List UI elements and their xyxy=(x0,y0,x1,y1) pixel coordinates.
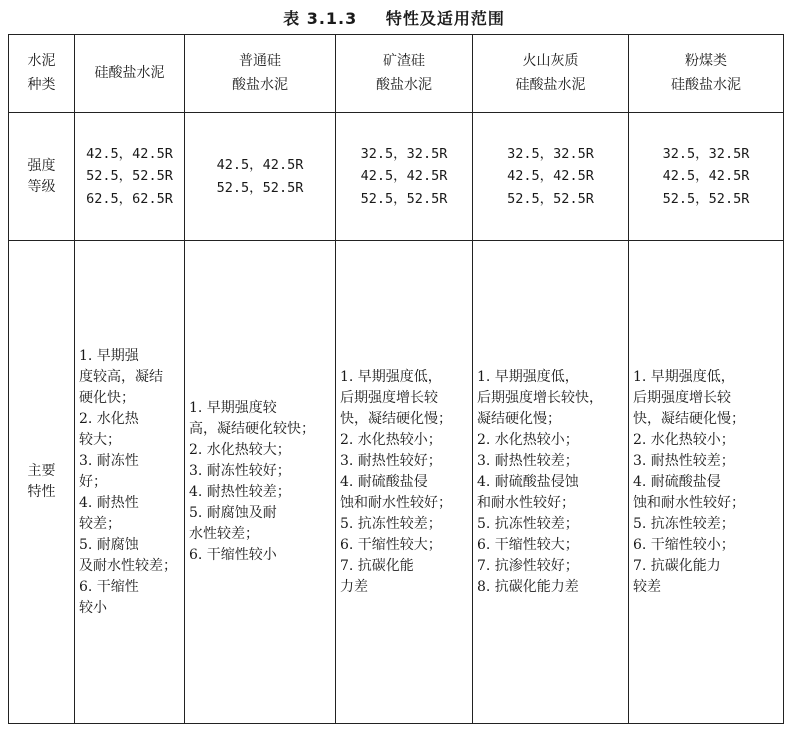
grade-row xyxy=(9,113,784,241)
grade-slag-portland: 32.5，32.5R 42.5，42.5R 52.5，52.5R xyxy=(336,113,473,241)
header-slag-portland: 矿渣硅 酸盐水泥 xyxy=(336,35,473,113)
header-fly-ash-portland: 粉煤类 硅酸盐水泥 xyxy=(629,35,784,113)
grade-portland: 42.5，42.5R 52.5，52.5R 62.5，62.5R xyxy=(75,113,185,241)
grade-fly-ash-portland: 32.5，32.5R 42.5，42.5R 52.5，52.5R xyxy=(629,113,784,241)
features-portland: 1. 早期强 度较高，凝结 硬化快； 2. 水化热 较大； 3. 耐冻性 好； 4. 耐热性 较差； 5. 耐腐蚀 及耐水性较差； 6. 干缩性 较小 xyxy=(75,241,185,724)
header-pozzolanic-portland: 火山灰质 硅酸盐水泥 xyxy=(473,35,629,113)
cement-properties-table xyxy=(8,34,784,724)
table-title xyxy=(0,6,788,29)
features-pozzolanic-portland: 1. 早期强度低， 后期强度增长较快， 凝结硬化慢； 2. 水化热较小； 3. 耐热性较差； 4. 耐硫酸盐侵蚀 和耐水性较好； 5. 抗冻性较差； 6. 干缩性较大； 7. 抗渗性较好； 8. 抗碳化能力差 xyxy=(473,241,629,724)
features-ordinary-portland: 1. 早期强度较 高，凝结硬化较快； 2. 水化热较大； 3. 耐冻性较好； 4. 耐热性较差； 5. 耐腐蚀及耐 水性较差； 6. 干缩性较小 xyxy=(185,241,336,724)
table-number: 表 3.1.3 xyxy=(283,9,358,28)
feature-row xyxy=(9,241,784,724)
row-label-strength-grade: 强度 等级 xyxy=(9,113,75,241)
table-caption: 特性及适用范围 xyxy=(385,9,505,28)
header-portland: 硅酸盐水泥 xyxy=(75,35,185,113)
grade-ordinary-portland: 42.5，42.5R 52.5，52.5R xyxy=(185,113,336,241)
grade-pozzolanic-portland: 32.5，32.5R 42.5，42.5R 52.5，52.5R xyxy=(473,113,629,241)
features-slag-portland: 1. 早期强度低， 后期强度增长较 快，凝结硬化慢； 2. 水化热较小； 3. 耐热性较好； 4. 耐硫酸盐侵 蚀和耐水性较好； 5. 抗冻性较差； 6. 干缩性较大； 7. 抗碳化能 力差 xyxy=(336,241,473,724)
row-label-main-features: 主要 特性 xyxy=(9,241,75,724)
header-row xyxy=(9,35,784,113)
features-fly-ash-portland: 1. 早期强度低， 后期强度增长较 快，凝结硬化慢； 2. 水化热较小； 3. 耐热性较差； 4. 耐硫酸盐侵 蚀和耐水性较好； 5. 抗冻性较差； 6. 干缩性较小； 7. 抗碳化能力 较差 xyxy=(629,241,784,724)
row-label-cement-type: 水泥 种类 xyxy=(9,35,75,113)
header-ordinary-portland: 普通硅 酸盐水泥 xyxy=(185,35,336,113)
